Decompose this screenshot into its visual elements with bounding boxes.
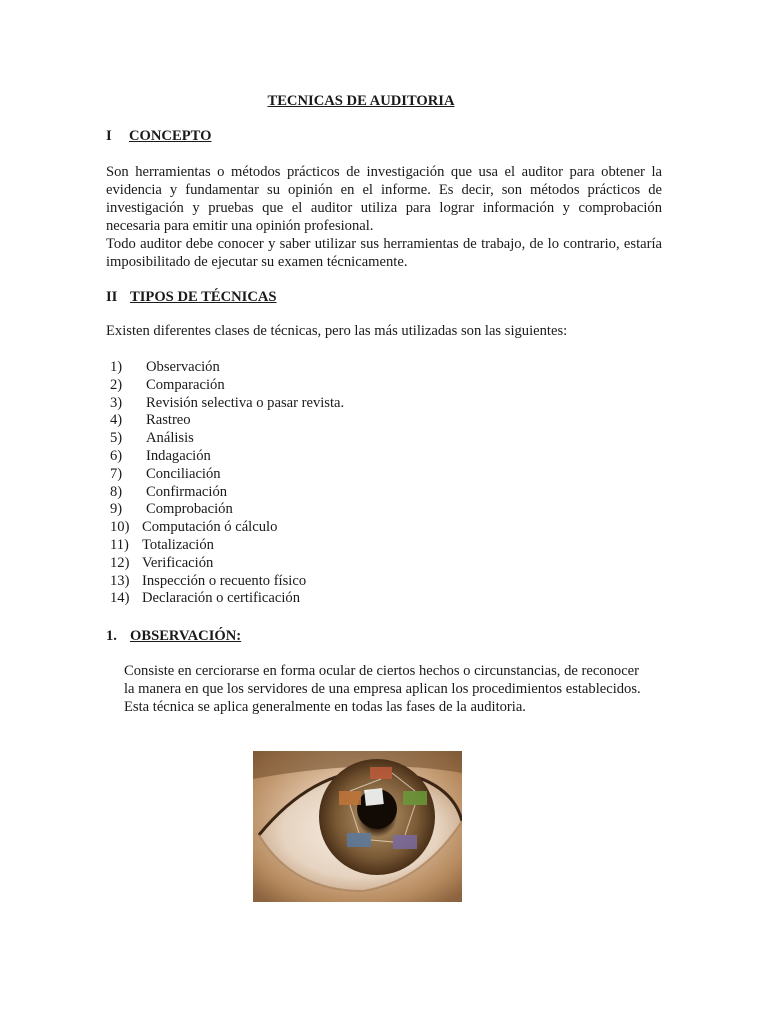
- list-item-label: Confirmación: [146, 483, 228, 500]
- list-item-label: Conciliación: [146, 465, 221, 482]
- list-item: [110, 555, 344, 573]
- list-item: [110, 573, 344, 591]
- list-item: [110, 519, 344, 537]
- list-item-label: Comparación: [146, 376, 225, 393]
- list-item-number: 14): [110, 590, 130, 607]
- list-item-label: Observación: [146, 359, 220, 375]
- section-number: II: [106, 289, 118, 305]
- section-label: CONCEPTO: [129, 128, 212, 144]
- observacion-line: Consiste en cerciorarse en forma ocular de ciertos hechos o circunstancias, de reconocer: [124, 663, 640, 679]
- observacion-line: la manera en que los servidores de una empresa aplican los procedimientos establecidos.: [124, 680, 641, 697]
- concepto-paragraph-1: Son herramientas o métodos prácticos de investigación que usa el auditor para obtener la evidencia y fundamentar su opinión en el informe. Es decir, son métodos prácticos de investigación y pruebas que el auditor utiliza para lograr información y comprobación necesaria para emitir una opinión profesional.: [106, 164, 662, 234]
- tipos-intro: Existen diferentes clases de técnicas, pero las más utilizadas son las siguientes:: [106, 323, 568, 339]
- section-tipos-heading: [106, 289, 277, 307]
- list-item-number: 9): [110, 501, 123, 518]
- list-item-label: Declaración o certificación: [142, 590, 301, 607]
- list-item-number: 2): [110, 376, 123, 393]
- list-item-label: Inspección o recuento físico: [142, 572, 307, 589]
- list-item-label: Comprobación: [146, 501, 233, 518]
- list-item-number: 10): [110, 519, 130, 536]
- list-item: [110, 359, 344, 377]
- document-title: TECNICAS DE AUDITORIA: [267, 93, 455, 109]
- observacion-body: [124, 663, 664, 717]
- section-number: I: [106, 128, 112, 144]
- eye-illustration: [253, 751, 462, 902]
- list-item: [110, 537, 344, 555]
- concepto-paragraph-2: Todo auditor debe conocer y saber utilizar sus herramientas de trabajo, de lo contrario, estaría imposibilitado de ejecutar su examen técnicamente.: [106, 235, 662, 270]
- list-item: [110, 484, 344, 502]
- list-item-number: 1): [110, 359, 123, 375]
- list-item-label: Verificación: [142, 554, 214, 571]
- list-item-number: 6): [110, 447, 123, 464]
- list-item-number: 8): [110, 483, 123, 500]
- section-number: 1.: [106, 628, 117, 644]
- list-item-label: Revisión selectiva o pasar revista.: [146, 394, 345, 411]
- section-observacion-heading: [106, 628, 241, 646]
- concepto-body: [106, 164, 662, 271]
- list-item: [110, 430, 344, 448]
- list-item-label: Indagación: [146, 447, 211, 464]
- list-item: [110, 590, 344, 608]
- list-item-number: 3): [110, 394, 123, 411]
- list-item: [110, 395, 344, 413]
- techniques-list: [110, 359, 344, 608]
- list-item-number: 13): [110, 572, 130, 589]
- list-item: [110, 377, 344, 395]
- list-item-label: Computación ó cálculo: [142, 519, 278, 536]
- list-item-label: Totalización: [142, 536, 214, 553]
- list-item: [110, 501, 344, 519]
- section-concepto-heading: [106, 128, 211, 146]
- list-item-number: 5): [110, 430, 123, 447]
- list-item: [110, 412, 344, 430]
- list-item: [110, 448, 344, 466]
- list-item-number: 4): [110, 412, 123, 429]
- list-item: [110, 466, 344, 484]
- list-item-number: 7): [110, 465, 123, 482]
- list-item-label: Análisis: [146, 430, 194, 447]
- section-label: OBSERVACIÓN:: [130, 628, 242, 644]
- eye-photo-icon: [253, 751, 462, 902]
- list-item-number: 12): [110, 554, 130, 571]
- list-item-label: Rastreo: [146, 412, 191, 429]
- section-label: TIPOS DE TÉCNICAS: [130, 289, 277, 305]
- observacion-line: Esta técnica se aplica generalmente en todas las fases de la auditoria.: [124, 698, 526, 715]
- list-item-number: 11): [110, 536, 129, 553]
